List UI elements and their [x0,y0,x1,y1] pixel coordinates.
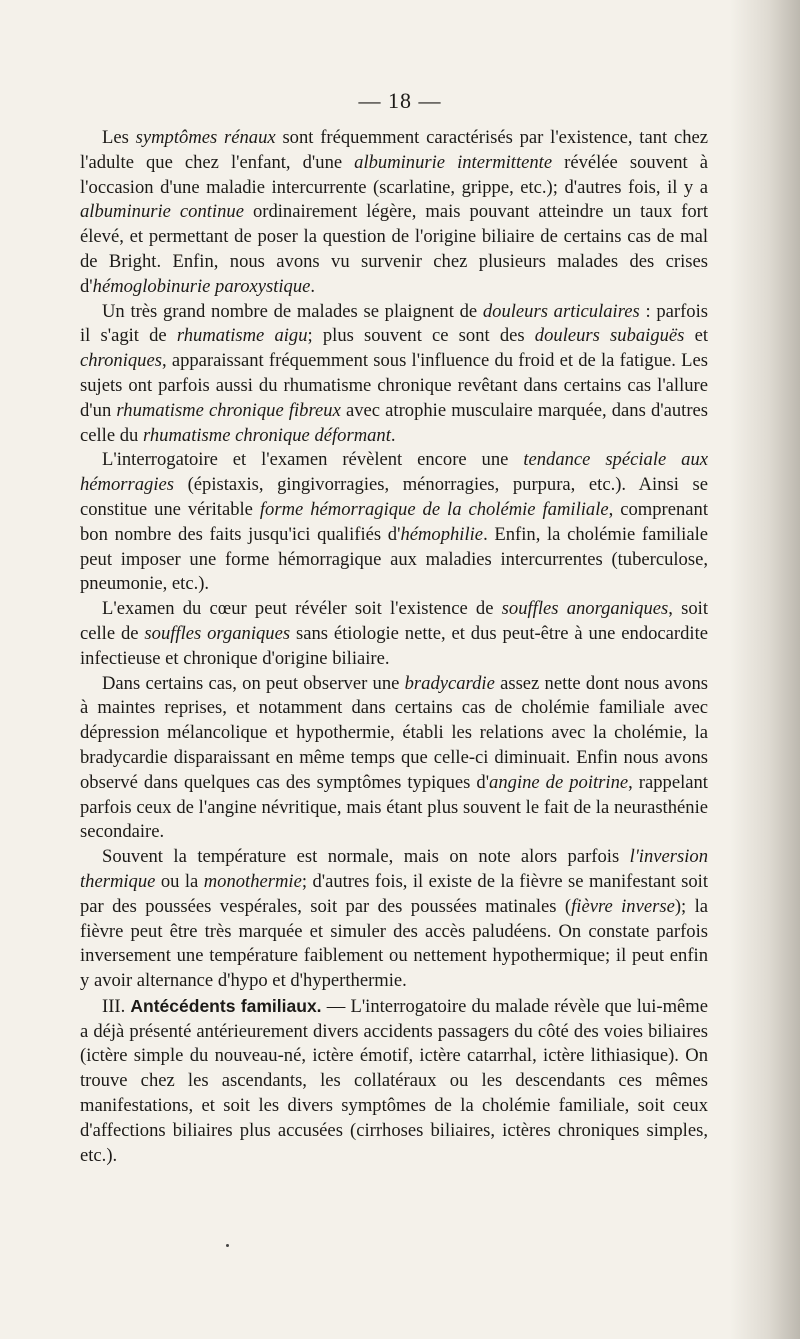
text-run: Un très grand nombre de malades se plaignent de [102,300,483,322]
text-run: Dans certains cas, on peut observer une [102,672,405,694]
text-run: (épistaxis, gingivorragies, ménorragies, purpura, etc.). Ainsi se constitue une véritable [80,474,708,520]
text-run: L'examen du cœur peut révéler soit l'existence de [102,598,502,620]
text-run: ou la [155,870,204,892]
italic-term: albuminurie continue [80,201,244,223]
text-run: III. [102,995,131,1017]
italic-term: angine de poitrine [489,771,629,793]
paragraph-douleurs [80,300,708,449]
text-run: , rappelant parfois ceux de l'angine névritique, mais étant plus souvent le fait de la neurasthénie secondaire. [80,771,708,843]
text-run: , comprenant bon nombre des faits jusqu'ici qualifiés d' [80,498,708,545]
italic-term: symptômes rénaux [135,127,276,148]
italic-term: forme hémorragique de la cholémie familiale [259,498,609,520]
italic-term: rhumatisme aigu [176,325,308,347]
text-run: et [684,325,709,347]
paragraph-renal [80,126,708,300]
italic-term: l'inversion thermique [80,846,708,892]
text-run: sont fréquemment caractérisés par l'existence, tant chez l'adulte que chez l'enfant, d'une [80,127,708,173]
text-run: ; plus souvent ce sont des [307,325,535,347]
paragraph-bradycardie [80,672,708,846]
text-run: , soit celle de [80,598,709,644]
italic-term: souffles anorganiques [501,598,669,620]
text-run: ; d'autres fois, il existe de la fièvre se manifestant soit par des poussées vespérales, soit par des poussées matinales ( [80,870,708,917]
text-run: . [310,275,316,297]
italic-term: bradycardie [404,672,495,694]
paragraph-hemorragies [80,448,708,597]
paragraph-antecedents [80,994,708,1169]
italic-term: rhumatisme chronique déformant [142,424,391,446]
ink-speck [226,1244,229,1247]
italic-term: tendance spéciale aux hémorragies [80,449,708,496]
text-run: sans étiologie nette, et dus peut-être à une endocardite infectieuse et chronique d'origine biliaire. [80,622,709,669]
paragraph-temperature [80,845,708,994]
section-heading: Antécédents familiaux. [130,995,322,1016]
italic-term: albuminurie intermittente [354,151,553,173]
text-run: . Enfin, la cholémie familiale peut imposer une forme hémorragique aux maladies intercurrentes (tuberculose, pneumonie, etc.). [80,523,709,595]
text-run: assez nette dont nous avons à maintes reprises, et notamment dans certains cas de cholémie familiale avec dépression mélancolique et hypothermie, établi les relations avec la cholémie, la bradycardie disparaissant en même temps que celle-ci diminuait. Enfin nous avons observé dans quelques cas des symptômes typiques d' [80,672,708,793]
text-run: Souvent la température est normale, mais on note alors parfois [102,846,630,868]
text-run: révélée souvent à l'occasion d'une maladie intercurrente (scarlatine, grippe, etc.); d'autres fois, il y a [80,151,708,198]
italic-term: hémoglobinurie paroxystique [92,275,311,297]
text-run: : parfois il s'agit de [80,300,708,347]
text-run: ordinairement légère, mais pouvant atteindre un taux fort élevé, et permettant de poser la question de l'origine biliaire de certains cas de mal de Bright. Enfin, nous avons vu survenir chez plusieurs malades des crises d' [80,201,708,297]
text-run: — L'interrogatoire du malade révèle que lui-même a déjà présenté antérieurement divers accidents passagers du côté des voies biliaires (ictère simple du nouveau-né, ictère émotif, ictère catarrhal, ictère lithiasique). On trouve chez les ascendants, les collatéraux ou les descendants ces mêmes manifestations, et soit les divers symptômes de la cholémie familiale, soit ceux d'affections biliaires plus accusées (cirrhoses biliaires, ictères chroniques simples, etc.). [80,995,708,1166]
page-number: — 18 — [358,88,442,113]
text-run: L'interrogatoire et l'examen révèlent encore une [102,449,524,471]
italic-term: monothermie [203,870,302,892]
paragraph-coeur [80,597,708,671]
italic-term: souffles organiques [144,622,291,644]
text-run: Les [102,127,136,148]
italic-term: douleurs subaiguës [534,325,685,347]
italic-term: rhumatisme chronique fibreux [116,399,341,421]
text-run: , apparaissant fréquemment sous l'influence du froid et de la fatigue. Les sujets ont parfois aussi du rhumatisme chronique revêtant dans certains cas l'allure d'un [80,350,708,421]
page-edge-shadow [730,0,800,1339]
text-run: ); la fièvre peut être très marquée et simuler des accès paludéens. On constate parfois inversement une température faiblement ou nettement hypothermique; il peut enfin y avoir alternance d'hypo et d'hyperthermie. [80,895,708,992]
italic-term: douleurs articulaires [482,300,640,322]
italic-term: fièvre inverse [571,895,675,917]
text-run: avec atrophie musculaire marquée, dans d'autres celle du [80,399,708,446]
text-run: . [390,424,396,446]
italic-term: chroniques [80,350,162,372]
italic-term: hémophilie [400,523,484,545]
body-text [80,126,708,1168]
